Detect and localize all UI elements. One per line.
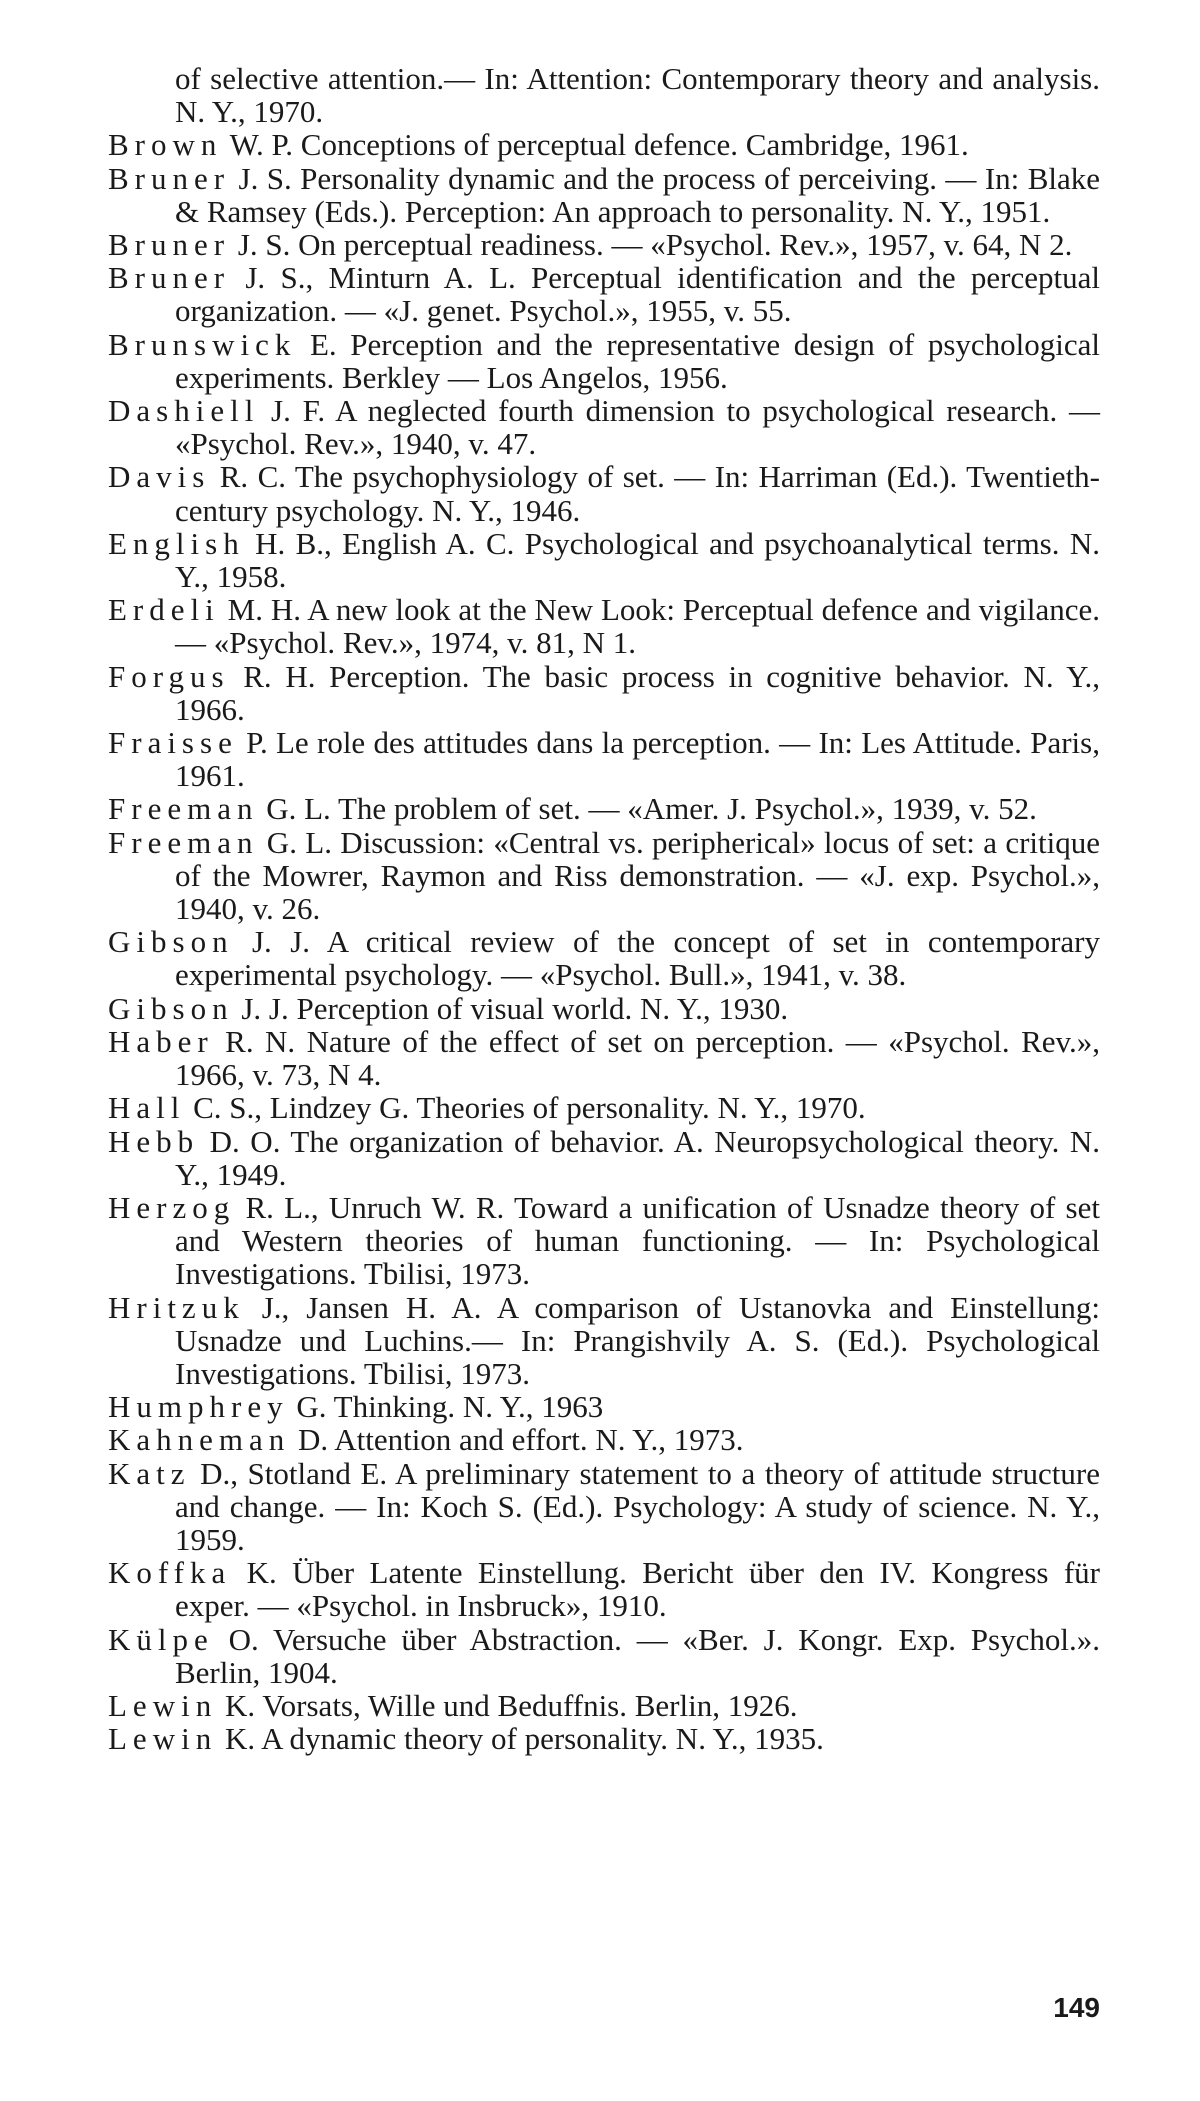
reference-author: Katz <box>108 1455 191 1491</box>
reference-entry <box>108 394 1100 460</box>
reference-entry <box>108 1125 1100 1191</box>
reference-text: J. S. On perceptual readiness. — «Psychol. Rev.», 1957, v. 64, N 2. <box>230 227 1073 263</box>
reference-entry <box>108 128 1100 161</box>
reference-entry <box>108 726 1100 792</box>
reference-entry <box>108 992 1100 1025</box>
reference-entry <box>108 460 1100 526</box>
reference-entry <box>108 328 1100 394</box>
reference-text: J. S., Minturn A. L. Perceptual identification and the perceptual organization. — «J. genet. Psychol.», 1955, v. 55. <box>175 260 1100 329</box>
reference-entries <box>108 128 1100 1755</box>
reference-text: D., Stotland E. A preliminary statement to a theory of attitude structure and change. — In: Koch S. (Ed.). Psychology: A study of science. N. Y., 1959. <box>175 1455 1100 1557</box>
reference-text: M. H. A new look at the New Look: Perceptual defence and vigilance. — «Psychol. Rev.», 1974, v. 81, N 1. <box>175 592 1100 661</box>
reference-author: Bruner <box>108 227 231 263</box>
reference-text: H. B., English A. C. Psychological and psychoanalytical terms. N. Y., 1958. <box>175 525 1100 595</box>
reference-author: Dashiell <box>108 393 260 429</box>
reference-entry <box>108 1025 1100 1091</box>
reference-text: J. J. Perception of visual world. N. Y., 1930. <box>233 990 789 1026</box>
reference-text: J. S. Personality dynamic and the process of perceiving. — In: Blake & Ramsey (Eds.). Perception: An approach to personality. N. Y., 1951. <box>175 160 1100 229</box>
reference-entry <box>108 1191 1100 1291</box>
reference-entry <box>108 925 1100 991</box>
reference-author: Fraisse <box>108 725 238 761</box>
reference-entry <box>108 1689 1100 1722</box>
reference-text: R. C. The psychophysiology of set. — In: Harriman (Ed.). Twentieth-century psychology. N. Y., 1946. <box>175 459 1100 528</box>
reference-text: J., Jansen H. A. A comparison of Ustanovka and Einstellung: Usnadze und Luchins.— In: Prangishvily A. S. (Ed.). Psychological Investigations. Tbilisi, 1973. <box>175 1289 1100 1391</box>
reference-entry <box>108 660 1100 726</box>
reference-text: K. Über Latente Einstellung. Bericht über den IV. Kongress für exper. — «Psychol. in Insbruck», 1910. <box>175 1555 1100 1624</box>
reference-author: Hebb <box>108 1123 200 1159</box>
reference-author: Brown <box>108 127 223 163</box>
reference-author: Bruner <box>108 260 231 296</box>
reference-entry <box>108 162 1100 228</box>
reference-text: C. S., Lindzey G. Theories of personality. N. Y., 1970. <box>185 1090 866 1126</box>
reference-text: G. Thinking. N. Y., 1963 <box>288 1389 604 1425</box>
reference-author: Forgus <box>108 658 230 694</box>
reference-text: O. Versuche über Abstraction. — «Ber. J. Kongr. Exp. Psychol.». Berlin, 1904. <box>175 1621 1100 1690</box>
reference-entry <box>108 1291 1100 1391</box>
reference-author: Lewin <box>108 1721 218 1757</box>
reference-text: G. L. Discussion: «Central vs. peripherical» locus of set: a critique of the Mowrer, Raymon and Riss demonstration. — «J. exp. Psychol.», 1940, v. 26. <box>175 824 1100 927</box>
reference-list <box>108 62 1100 1755</box>
reference-entry <box>108 527 1100 593</box>
reference-author: Brunswick <box>108 326 297 362</box>
reference-entry <box>108 261 1100 327</box>
reference-author: Hall <box>108 1090 186 1126</box>
reference-entry <box>108 826 1100 926</box>
reference-entry <box>108 1390 1100 1423</box>
reference-entry <box>108 792 1100 825</box>
reference-text: J. F. A neglected fourth dimension to psychological research. — «Psychol. Rev.», 1940, v. 47. <box>175 393 1100 462</box>
reference-entry <box>108 1091 1100 1124</box>
reference-text: R. L., Unruch W. R. Toward a unification of Usnadze theory of set and Western theories of human functioning. — In: Psychological Investigations. Tbilisi, 1973. <box>175 1189 1100 1292</box>
reference-entry <box>108 1457 1100 1557</box>
reference-author: Bruner <box>108 160 231 196</box>
reference-author: Davis <box>108 459 211 495</box>
reference-author: Gibson <box>108 924 234 960</box>
reference-entry <box>108 228 1100 261</box>
reference-entry <box>108 1556 1100 1622</box>
reference-author: Freeman <box>108 824 259 860</box>
reference-author: Gibson <box>108 990 234 1026</box>
reference-entry <box>108 1722 1100 1755</box>
reference-author: Koffka <box>108 1555 232 1591</box>
reference-author: Kahneman <box>108 1422 291 1458</box>
reference-author: Lewin <box>108 1687 218 1723</box>
reference-text: P. Le role des attitudes dans la perception. — In: Les Attitude. Paris, 1961. <box>175 725 1100 794</box>
reference-author: Herzog <box>108 1189 236 1225</box>
reference-text: R. N. Nature of the effect of set on perception. — «Psychol. Rev.», 1966, v. 73, N 4. <box>175 1023 1100 1093</box>
reference-entry <box>108 1623 1100 1689</box>
reference-text: W. P. Conceptions of perceptual defence. Cambridge, 1961. <box>222 127 969 163</box>
reference-author: Freeman <box>108 791 259 827</box>
reference-text: E. Perception and the representative design of psychological experiments. Berkley — Los Angelos, 1956. <box>175 326 1100 395</box>
reference-author: Humphrey <box>108 1389 289 1425</box>
reference-text: R. H. Perception. The basic process in cognitive behavior. N. Y., 1966. <box>175 658 1100 727</box>
reference-entry <box>108 593 1100 659</box>
reference-author: Erdeli <box>108 592 220 628</box>
reference-text: D. O. The organization of behavior. A. Neuropsychological theory. N. Y., 1949. <box>175 1123 1100 1192</box>
reference-text: D. Attention and effort. N. Y., 1973. <box>290 1422 744 1458</box>
reference-entry <box>108 1423 1100 1456</box>
reference-author: Külpe <box>108 1621 214 1657</box>
reference-author: English <box>108 525 245 561</box>
reference-text: K. A dynamic theory of personality. N. Y., 1935. <box>217 1721 824 1757</box>
page-number: 149 <box>1053 1992 1100 2023</box>
reference-text: G. L. The problem of set. — «Amer. J. Psychol.», 1939, v. 52. <box>258 791 1037 827</box>
reference-text: K. Vorsats, Wille und Beduffnis. Berlin, 1926. <box>217 1687 798 1723</box>
reference-text: J. J. A critical review of the concept of set in contemporary experimental psychology. — «Psychol. Bull.», 1941, v. 38. <box>175 924 1100 993</box>
reference-continuation: of selective attention.— In: Attention: Contemporary theory and analysis. N. Y., 1970. <box>175 61 1100 130</box>
reference-author: Haber <box>108 1023 214 1059</box>
reference-author: Hritzuk <box>108 1289 245 1325</box>
